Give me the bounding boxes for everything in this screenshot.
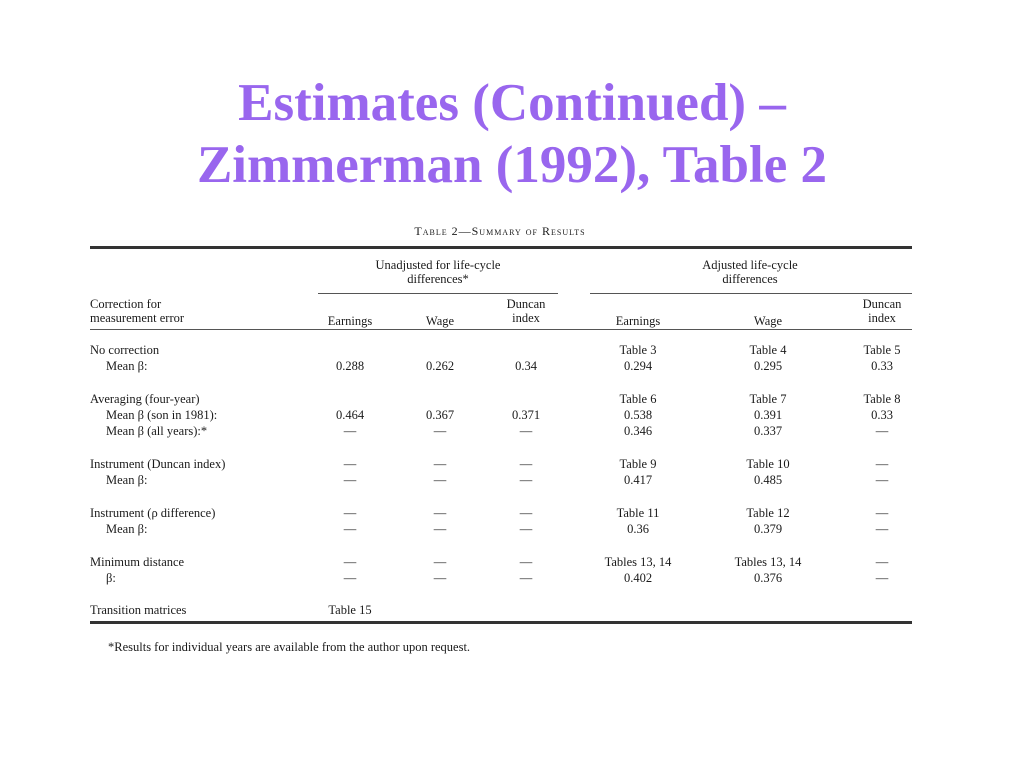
- table-cell: 0.464: [335, 408, 365, 422]
- row-label: Mean β:: [106, 473, 148, 487]
- column-header-earnings-adjusted: Earnings: [615, 314, 661, 328]
- table-cell: 0.391: [753, 408, 783, 422]
- table-bottom-rule: [90, 621, 912, 624]
- column-header-wage-adjusted: Wage: [753, 314, 783, 328]
- table-top-rule: [90, 246, 912, 249]
- column-header-duncan-adjusted-line-1: Duncan: [862, 297, 902, 311]
- group-header-unadjusted: [318, 258, 558, 286]
- table-cell: 0.346: [623, 424, 653, 438]
- group-header-unadjusted-line-1: Unadjusted for life-cycle: [375, 258, 501, 272]
- column-header-duncan-unadjusted-line-2: index: [512, 311, 540, 325]
- table-cell: 0.538: [623, 408, 653, 422]
- table-cell: 0.485: [753, 473, 783, 487]
- table-cell: 0.288: [335, 359, 365, 373]
- table-cell: —: [519, 522, 533, 536]
- table-cell: —: [433, 555, 447, 569]
- slide-title-line-2: Zimmerman (1992), Table 2: [196, 136, 828, 194]
- row-label: Mean β:: [106, 522, 148, 536]
- table-cell: Table 15: [328, 603, 372, 617]
- row-label: Mean β (son in 1981):: [106, 408, 218, 422]
- table-cell: Table 8: [863, 392, 901, 406]
- column-header-duncan-adjusted: [842, 297, 922, 325]
- table-cell: 0.295: [753, 359, 783, 373]
- table-footnote: *Results for individual years are available from the author upon request.: [108, 640, 471, 654]
- table-cell: —: [343, 555, 357, 569]
- table-cell: —: [433, 424, 447, 438]
- row-label: No correction: [90, 343, 160, 357]
- column-header-duncan-adjusted-line-2: index: [868, 311, 896, 325]
- table-cell: —: [433, 457, 447, 471]
- row-label: Averaging (four-year): [90, 392, 200, 406]
- table-cell: —: [433, 506, 447, 520]
- row-label: Mean β:: [106, 359, 148, 373]
- row-label: Instrument (Duncan index): [90, 457, 226, 471]
- table-cell: 0.402: [623, 571, 653, 585]
- table-cell: —: [519, 473, 533, 487]
- slide-title-line-1: Estimates (Continued) –: [238, 74, 786, 132]
- row-header-line-1: Correction for: [90, 297, 162, 311]
- table-cell: 0.379: [753, 522, 783, 536]
- table-cell: —: [519, 555, 533, 569]
- column-header-duncan-unadjusted-line-1: Duncan: [506, 297, 546, 311]
- table-cell: 0.34: [515, 359, 537, 373]
- column-header-wage-unadjusted: Wage: [425, 314, 455, 328]
- table-cell: Tables 13, 14: [734, 555, 802, 569]
- table-cell: —: [433, 571, 447, 585]
- table-cell: Table 10: [746, 457, 790, 471]
- table-cell: —: [875, 506, 889, 520]
- table-cell: —: [875, 473, 889, 487]
- table-cell: 0.33: [871, 359, 893, 373]
- table-cell: —: [519, 457, 533, 471]
- column-header-duncan-unadjusted: [486, 297, 566, 325]
- table-cell: —: [343, 522, 357, 536]
- table-cell: —: [343, 571, 357, 585]
- row-header-label: [90, 297, 184, 325]
- table-cell: Table 5: [863, 343, 901, 357]
- table-cell: —: [343, 424, 357, 438]
- table-cell: Table 9: [619, 457, 657, 471]
- row-header-line-2: measurement error: [90, 311, 185, 325]
- slide-title: [0, 72, 1024, 196]
- table-cell: Table 7: [749, 392, 787, 406]
- table-cell: 0.337: [753, 424, 783, 438]
- table-cell: —: [433, 522, 447, 536]
- table-cell: —: [343, 457, 357, 471]
- group-rule-adjusted: [590, 293, 912, 294]
- table-caption: Table 2—Summary of Results: [414, 224, 586, 238]
- table-cell: —: [519, 571, 533, 585]
- table-cell: Tables 13, 14: [604, 555, 672, 569]
- table-cell: Table 4: [749, 343, 787, 357]
- table-cell: —: [875, 522, 889, 536]
- column-header-earnings-unadjusted: Earnings: [327, 314, 373, 328]
- table-cell: 0.33: [871, 408, 893, 422]
- table-cell: 0.371: [511, 408, 541, 422]
- group-header-adjusted: [590, 258, 910, 286]
- table-cell: 0.36: [627, 522, 649, 536]
- table-cell: —: [519, 506, 533, 520]
- table-cell: 0.367: [425, 408, 455, 422]
- table-cell: —: [875, 424, 889, 438]
- row-label: Instrument (ρ difference): [90, 506, 216, 520]
- table-cell: 0.417: [623, 473, 653, 487]
- row-label: Minimum distance: [90, 555, 185, 569]
- table-cell: —: [875, 571, 889, 585]
- table-cell: —: [875, 555, 889, 569]
- row-label: β:: [106, 571, 116, 585]
- table-header-rule: [90, 329, 912, 330]
- table-cell: —: [343, 473, 357, 487]
- table-cell: —: [343, 506, 357, 520]
- group-header-adjusted-line-2: differences: [722, 272, 778, 286]
- row-label: Transition matrices: [90, 603, 187, 617]
- table-cell: 0.262: [425, 359, 455, 373]
- group-header-unadjusted-line-2: differences*: [407, 272, 469, 286]
- table-cell: Table 12: [746, 506, 790, 520]
- table-cell: 0.294: [623, 359, 653, 373]
- table-cell: 0.376: [753, 571, 783, 585]
- table-cell: —: [433, 473, 447, 487]
- table-cell: —: [875, 457, 889, 471]
- table-cell: —: [519, 424, 533, 438]
- row-label: Mean β (all years):*: [106, 424, 208, 438]
- group-header-adjusted-line-1: Adjusted life-cycle: [702, 258, 798, 272]
- group-rule-unadjusted: [318, 293, 558, 294]
- table-cell: Table 3: [619, 343, 657, 357]
- table-cell: Table 11: [616, 506, 660, 520]
- table-cell: Table 6: [619, 392, 657, 406]
